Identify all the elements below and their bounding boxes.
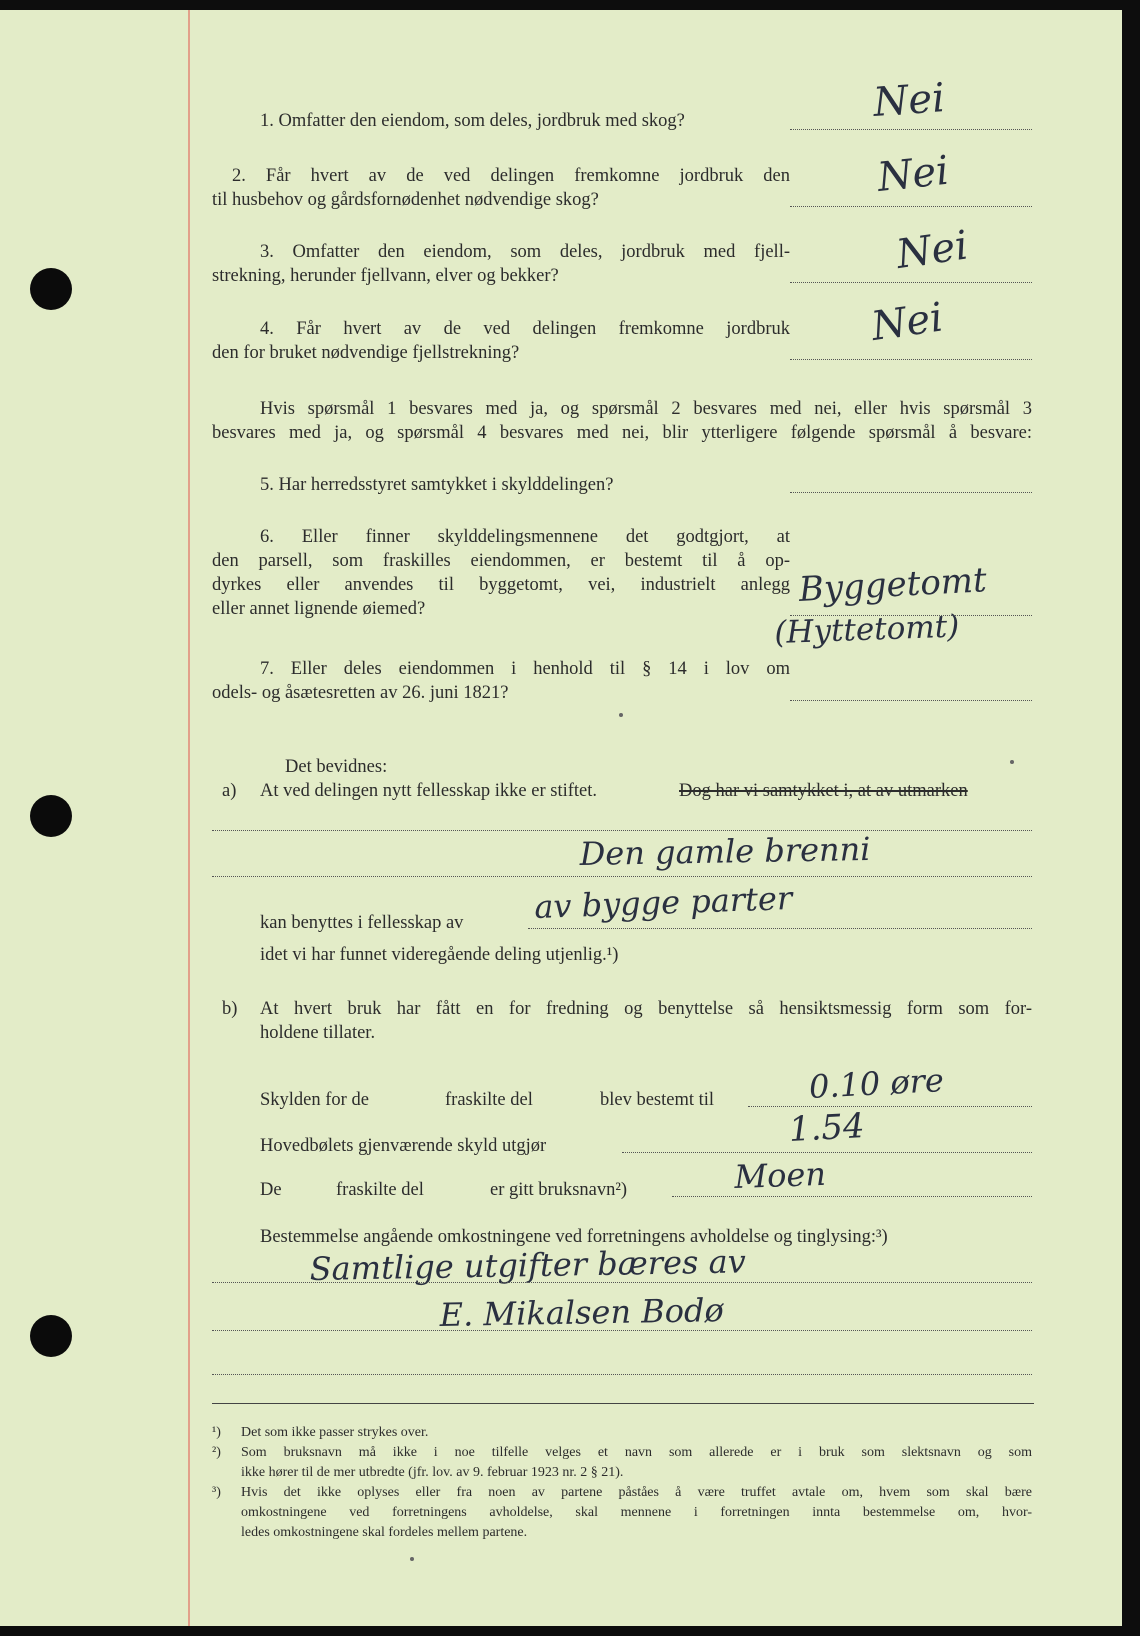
footnote-3-mark: ³) [212, 1485, 221, 1500]
answer-1: Nei [871, 75, 947, 126]
condition-line-1: Hvis spørsmål 1 besvares med ja, og spørsmål 2 besvares med nei, eller hvis spørsmål 3 [260, 399, 1032, 419]
cost-line-2 [212, 1330, 1032, 1331]
answer-line-5 [790, 492, 1032, 493]
footnote-2-line-1: Som bruksnavn må ikke i noe tilfelle velges et navn som allerede er i bruk som slektsnavn og som [241, 1445, 1032, 1460]
skylden-value: 0.10 øre [808, 1060, 945, 1106]
footnote-2-mark: ²) [212, 1445, 221, 1460]
footnote-3-line-2: omkostningene ved forretningens avholdelse, skal mennene i forretningen innta bestemmelse om, hvor- [241, 1505, 1032, 1520]
punch-hole [30, 268, 72, 310]
question-6-line-2: den parsell, som fraskilles eiendommen, er bestemt til å op- [212, 551, 790, 571]
hovedbol-value: 1.54 [787, 1106, 866, 1150]
ink-speck [619, 713, 623, 717]
question-6-line-1: 6. Eller finner skylddelingsmennene det godtgjort, at [260, 527, 790, 547]
name-label-2: fraskilte del [336, 1180, 424, 1200]
answer-2: Nei [875, 147, 952, 201]
shared-line [528, 928, 1032, 929]
skylden-line [748, 1106, 1032, 1107]
shared-handwritten: av bygge parter [533, 879, 793, 926]
question-7-line-2: odels- og åsætesretten av 26. juni 1821? [212, 683, 509, 703]
footnote-3-line-1: Hvis det ikke oplyses eller fra noen av partene påståes å være truffet avtale om, hvem som skal bære [241, 1485, 1032, 1500]
question-2-line-1: 2. Får hvert av de ved delingen fremkomne jordbruk den [232, 166, 790, 186]
answer-4: Nei [868, 294, 946, 350]
document-page [0, 10, 1122, 1626]
footnote-1: Det som ikke passer strykes over. [241, 1425, 429, 1440]
name-label-1: De [260, 1180, 282, 1200]
ink-speck [1010, 760, 1014, 764]
blank-line [212, 830, 1032, 831]
skylden-label-3: blev bestemt til [600, 1090, 715, 1110]
name-line [672, 1196, 1032, 1197]
answer-line-3 [790, 282, 1032, 283]
bruksnavn-value: Moen [733, 1154, 827, 1196]
answer-line-2 [790, 206, 1032, 207]
footnote-1-mark: ¹) [212, 1425, 221, 1440]
question-7-line-1: 7. Eller deles eiendommen i henhold til § 14 i lov om [260, 659, 790, 679]
question-6-line-4: eller annet lignende øiemed? [212, 599, 426, 619]
question-2-line-2: til husbehov og gårdsfornødenhet nødvendige skog? [212, 190, 599, 210]
cost-value-2: E. Mikalsen Bodø [439, 1291, 725, 1334]
footnote-2-line-2: ikke hører til de mer utbredte (jfr. lov. av 9. februar 1923 nr. 2 § 21). [241, 1465, 624, 1480]
blank-line [212, 876, 1032, 877]
question-3-line-1: 3. Omfatter den eiendom, som deles, jordbruk med fjell- [260, 242, 790, 262]
skylden-label-2: fraskilte del [445, 1090, 533, 1110]
punch-hole [30, 1315, 72, 1357]
question-1: 1. Omfatter den eiendom, som deles, jordbruk med skog? [260, 111, 685, 131]
declaration-heading: Det bevidnes: [285, 757, 388, 777]
skylden-label-1: Skylden for de [260, 1090, 369, 1110]
declaration-a-text: At ved delingen nytt fellesskap ikke er stiftet. [260, 781, 598, 801]
cost-value-1: Samtlige utgifter bæres av [309, 1242, 747, 1288]
shared-line-2: idet vi har funnet videregående deling utjenlig.¹) [260, 945, 619, 965]
question-4-line-1: 4. Får hvert av de ved delingen fremkomne jordbruk [260, 319, 790, 339]
condition-line-2: besvares med ja, og spørsmål 4 besvares med nei, blir ytterligere følgende spørsmål å besvare: [212, 423, 1032, 443]
cost-line-3 [212, 1374, 1032, 1375]
answer-3: Nei [893, 222, 971, 278]
punch-hole [30, 795, 72, 837]
question-4-line-2: den for bruket nødvendige fjellstrekning? [212, 343, 520, 363]
ink-speck [410, 1557, 414, 1561]
hovedbol-line [622, 1152, 1032, 1153]
declaration-b-line-1: At hvert bruk har fått en for fredning og benyttelse så hensiktsmessig form som for- [260, 999, 1032, 1019]
question-5: 5. Har herredsstyret samtykket i skylddelingen? [260, 475, 614, 495]
answer-line-7 [790, 700, 1032, 701]
hovedbol-label: Hovedbølets gjenværende skyld utgjør [260, 1136, 547, 1156]
margin-line [188, 10, 190, 1626]
shared-area-handwritten: Den gamle brenni [579, 829, 871, 873]
answer-line-1 [790, 129, 1032, 130]
answer-6-line-1: Byggetomt [797, 560, 988, 610]
name-label-3: er gitt bruksnavn²) [490, 1180, 628, 1200]
cost-label: Bestemmelse angående omkostningene ved forretningens avholdelse og tinglysing:³) [260, 1227, 888, 1247]
footnote-rule [212, 1403, 1034, 1404]
declaration-b-label: b) [222, 999, 238, 1019]
question-6-line-3: dyrkes eller anvendes til byggetomt, vei, industrielt anlegg [212, 575, 790, 595]
declaration-a-struck: Dog har vi samtykket i, at av utmarken [679, 781, 968, 801]
cost-line-1 [212, 1282, 1032, 1283]
question-3-line-2: strekning, herunder fjellvann, elver og bekker? [212, 266, 559, 286]
declaration-b-line-2: holdene tillater. [260, 1023, 376, 1043]
shared-label: kan benyttes i fellesskap av [260, 913, 464, 933]
declaration-a-label: a) [222, 781, 237, 801]
footnote-3-line-3: ledes omkostningene skal fordeles mellem partene. [241, 1525, 528, 1540]
answer-line-4 [790, 359, 1032, 360]
answer-6-line-2: (Hyttetomt) [773, 608, 960, 651]
